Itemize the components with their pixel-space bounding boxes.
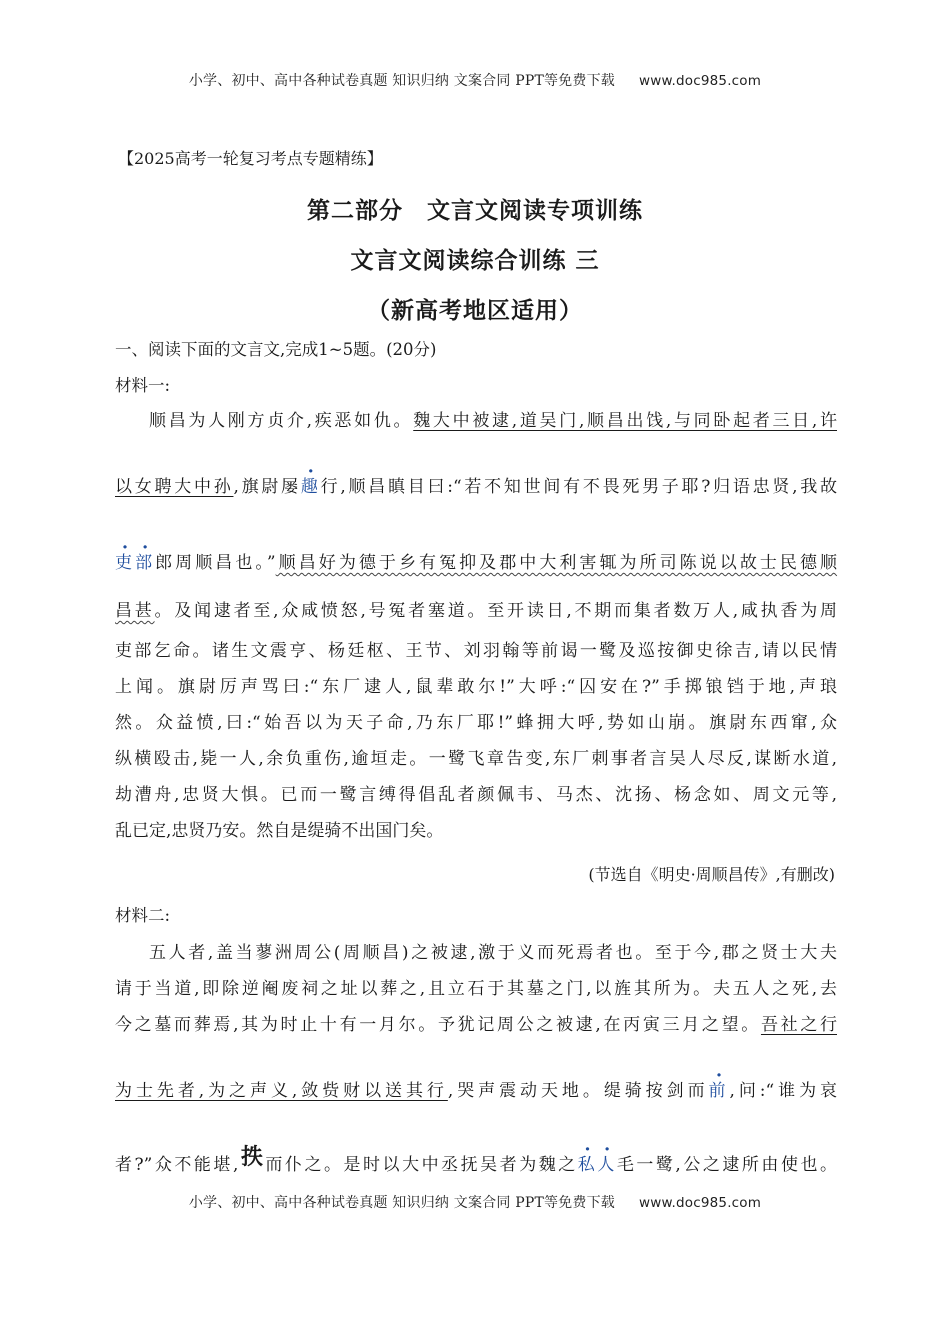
part-title: 第二部分 文言文阅读专项训练 (307, 198, 643, 224)
material1-label: 材料一: (115, 376, 171, 395)
m1-line-10: 乱已定,忠贤乃安。然自是缇骑不出国门矣。 (115, 821, 444, 841)
m2-line-4: 为士先者,为之声义,敛赀财以送其行,哭声震动天地。缇骑按剑而前,问:“谁为哀 (115, 1081, 838, 1101)
question-instruction: 一、阅读下面的文言文,完成1~5题。(20分) (115, 340, 437, 359)
header-text: 小学、初中、高中各种试卷真题 知识归纳 文案合同 PPT等免费下载 (188, 73, 615, 89)
m1-line-9: 劫漕舟,忠贤大惧。已而一鹭言缚得倡乱者颜佩韦、马杰、沈扬、杨念如、周文元等, (115, 785, 837, 805)
page-footer (0, 1192, 950, 1212)
underlined-sentence: 魏大中被逮,道吴门,顺昌出饯,与同卧起者三日,许 (413, 411, 837, 431)
source-citation: (节选自《明史·周顺昌传》,有删改) (588, 865, 835, 884)
m2-line-5: 者?”众不能堪,抶而仆之。是时以大中丞抚吴者为魏之私人毛一鹭,公之逮所由使也。 (115, 1144, 838, 1175)
m1-line-8: 纵横殴击,毙一人,余负重伤,逾垣走。一鹭飞章告变,东厂刺事者言吴人尽反,谋断水道, (115, 749, 837, 769)
footer-text: 小学、初中、高中各种试卷真题 知识归纳 文案合同 PPT等免费下载 (188, 1195, 615, 1211)
series-tag: 【2025高考一轮复习考点专题精练】 (118, 149, 383, 168)
m1-line-4: 昌甚。及闻逮者至,众咸愤怒,号冤者塞道。至开读日,不期而集者数万人,咸执香为周 (115, 601, 837, 621)
dotted-word-qu: 趣 (300, 477, 321, 497)
subtitle: 文言文阅读综合训练 三 (350, 248, 600, 274)
underlined-sentence-2: 吾社之行 (760, 1015, 837, 1035)
footer-url[interactable]: www.doc985.com (639, 1195, 762, 1211)
m1-line-5: 吏部乞命。诸生文震亨、杨廷枢、王节、刘羽翰等前谒一鹭及巡按御史徐吉,请以民情 (115, 641, 837, 661)
m1-line-3: 吏部郎周顺昌也。”顺昌好为德于乡有冤抑及郡中大利害辄为所司陈说以故士民德顺 (115, 553, 838, 573)
dotted-word-qian: 前 (708, 1081, 730, 1101)
m1-line-7: 然。众益愤,曰:“始吾以为天子命,乃东厂耶!”蜂拥大呼,势如山崩。旗尉东西窜,众 (115, 713, 837, 733)
m2-line-2: 请于当道,即除逆阉废祠之址以葬之,且立石于其墓之门,以旌其所为。夫五人之死,去 (115, 979, 837, 999)
m1-line-1: 顺昌为人刚方贞介,疾恶如仇。魏大中被逮,道吴门,顺昌出饯,与同卧起者三日,许 (149, 411, 837, 431)
wavy-underlined-sentence: 顺昌好为德于乡有冤抑及郡中大利害辄为所司陈说以故士民德顺 (275, 553, 838, 573)
header-url[interactable]: www.doc985.com (639, 73, 762, 89)
material2-label: 材料二: (115, 906, 171, 925)
m1-line-2: 以女聘大中孙,旗尉屡趣行,顺昌瞋目曰:“若不知世间有不畏死男子耶?归语忠贤,我故 (115, 477, 838, 497)
page-header (0, 70, 950, 90)
region-note: （新高考地区适用） (367, 298, 583, 324)
m2-line-1: 五人者,盖当蓼洲周公(周顺昌)之被逮,激于义而死焉者也。至于今,郡之贤士大夫 (149, 943, 837, 963)
m1-line-6: 上闻。旗尉厉声骂曰:“东厂逮人,鼠辈敢尔!”大呼:“囚安在?”手掷锒铛于地,声琅 (115, 677, 837, 697)
m2-line-3: 今之墓而葬焉,其为时止十有一月尔。予犹记周公之被逮,在丙寅三月之望。吾社之行 (115, 1015, 837, 1035)
large-character: 抶 (238, 1144, 266, 1170)
